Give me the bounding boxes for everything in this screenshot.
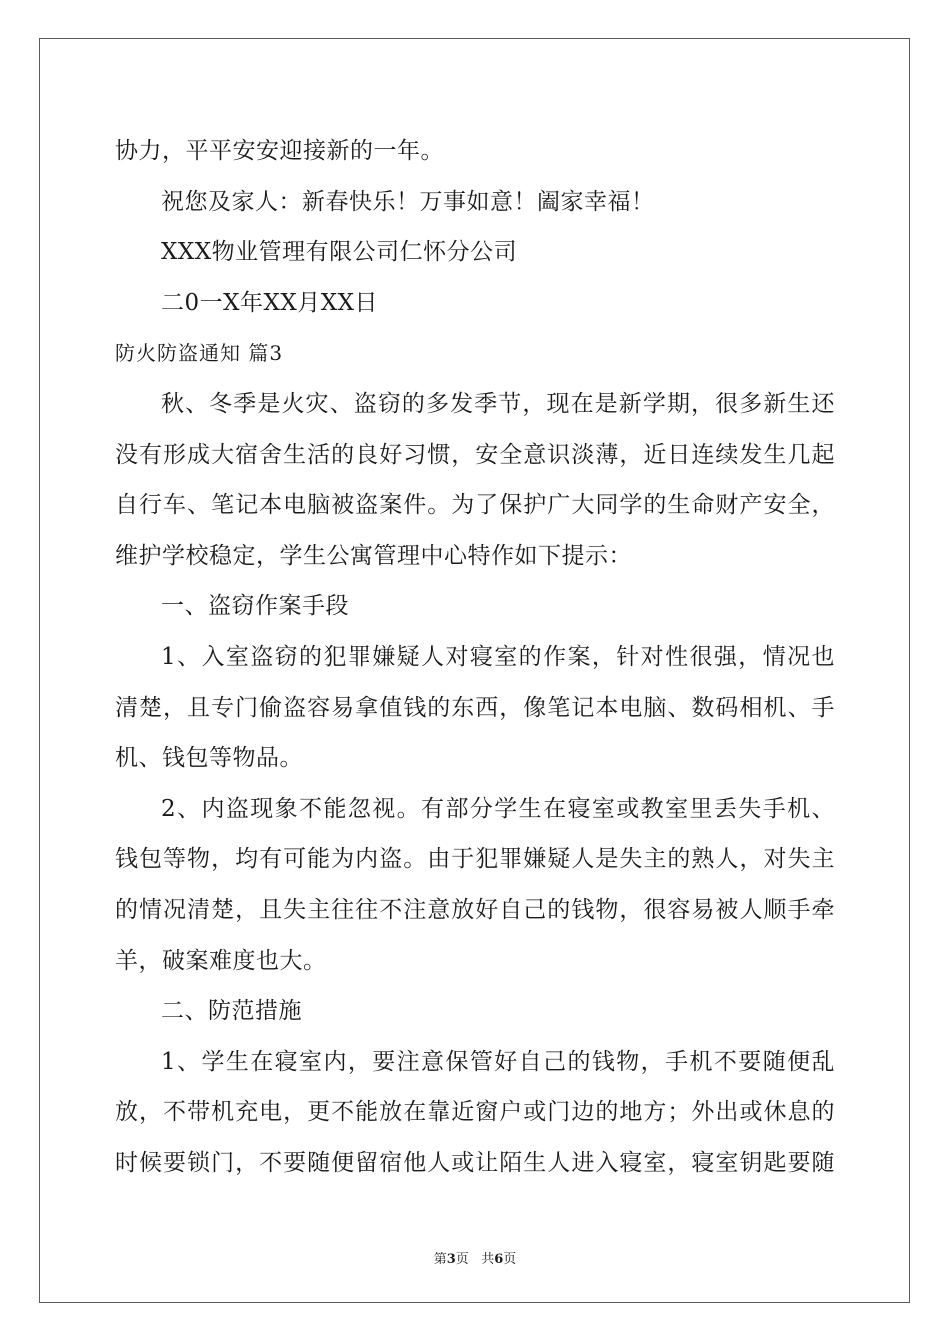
paragraph-line: 1、入室盗窃的犯罪嫌疑人对寝室的作案，针对性很强，情况也 <box>161 643 835 670</box>
paragraph-line: 秋、冬季是火灾、盗窃的多发季节，现在是新学期，很多新生还 <box>161 390 835 417</box>
subheading-prevention: 二、防范措施 <box>161 998 302 1025</box>
greeting-line: 祝您及家人：新春快乐！万事如意！阖家幸福！ <box>161 188 655 215</box>
subheading-theft-methods: 一、盗窃作案手段 <box>161 593 349 620</box>
page-prefix: 第 <box>433 1252 447 1267</box>
page-total-number: 6 <box>494 1252 504 1267</box>
paragraph-line: 1、学生在寝室内，要注意保管好自己的钱物，手机不要随便乱 <box>161 1048 835 1075</box>
section-title: 防火防盗通知 篇3 <box>115 341 284 366</box>
page-footer <box>0 1248 950 1267</box>
paragraph-line: 维护学校稳定，学生公寓管理中心特作如下提示： <box>115 542 632 569</box>
page-suffix: 页 <box>455 1252 469 1267</box>
paragraph-line: 时候要锁门，不要随便留宿他人或让陌生人进入寝室，寝室钥匙要随 <box>115 1149 835 1176</box>
document-body <box>115 126 835 1188</box>
paragraph-line: 钱包等物，均有可能为内盗。由于犯罪嫌疑人是失主的熟人，对失主 <box>115 846 835 873</box>
signature-date: 二0一X年XX月XX日 <box>161 289 379 316</box>
paragraph-line: 放，不带机充电，更不能放在靠近窗户或门边的地方；外出或休息的 <box>115 1099 835 1126</box>
paragraph-line: 自行车、笔记本电脑被盗案件。为了保护广大同学的生命财产安全， <box>115 492 835 519</box>
paragraph-line: 协力，平平安安迎接新的一年。 <box>115 138 444 164</box>
total-prefix: 共 <box>481 1252 495 1267</box>
paragraph-line: 没有形成大宿舍生活的良好习惯，安全意识淡薄，近日连续发生几起 <box>115 441 835 468</box>
total-suffix: 页 <box>503 1252 517 1267</box>
paragraph-line: 的情况清楚，且失主往往不注意放好自己的钱物，很容易被人顺手牵 <box>115 896 835 923</box>
paragraph-line: 机、钱包等物品。 <box>115 745 303 772</box>
page-current-number: 3 <box>446 1252 456 1267</box>
paragraph-line: 清楚，且专门偷盗容易拿值钱的东西，像笔记本电脑、数码相机、手 <box>115 694 835 721</box>
signature-company: XXX物业管理有限公司仁怀分公司 <box>161 239 518 266</box>
paragraph-line: 羊，破案难度也大。 <box>115 947 327 974</box>
paragraph-line: 2、内盗现象不能忽视。有部分学生在寝室或教室里丢失手机、 <box>161 795 835 822</box>
